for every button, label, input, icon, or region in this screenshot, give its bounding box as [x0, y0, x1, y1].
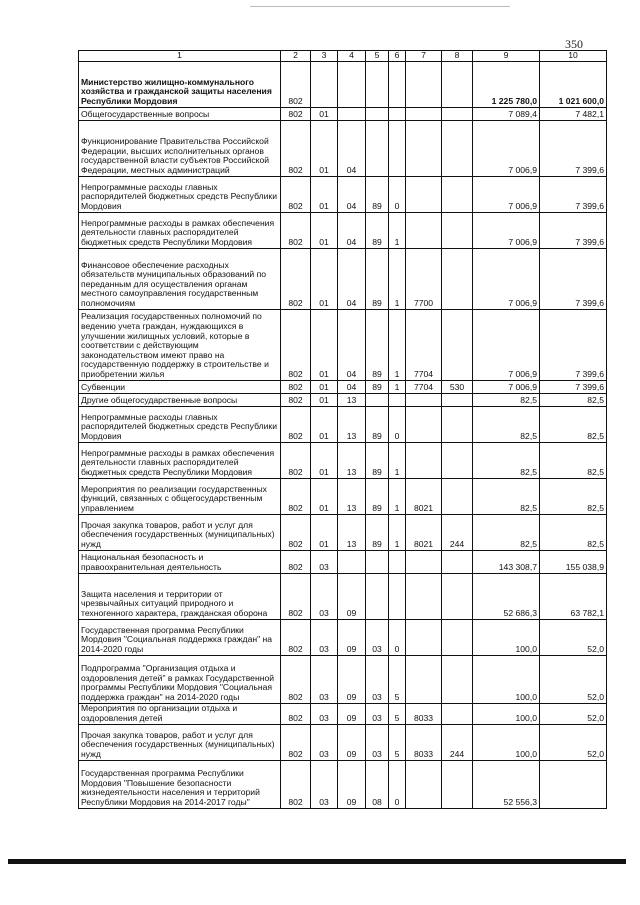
row-code-expense-type [442, 478, 473, 514]
row-code-section: 01 [311, 309, 338, 380]
column-header: 1 [79, 51, 281, 62]
row-code-subprogram: 1 [389, 380, 406, 393]
row-code-program: 89 [366, 176, 389, 212]
row-amount-year2: 7 399,6 [540, 212, 607, 248]
row-code-subsection: 04 [338, 248, 366, 309]
row-code-direction [406, 212, 442, 248]
row-code-subprogram: 1 [389, 212, 406, 248]
row-code-expense-type: 530 [442, 380, 473, 393]
page-number: 350 [565, 37, 583, 51]
row-code-admin: 802 [281, 760, 311, 808]
row-code-expense-type [442, 442, 473, 478]
row-amount-year2: 52,0 [540, 619, 607, 655]
row-code-section: 01 [311, 478, 338, 514]
row-code-program: 03 [366, 703, 389, 724]
row-amount-year2: 7 399,6 [540, 176, 607, 212]
row-code-expense-type [442, 212, 473, 248]
column-header: 2 [281, 51, 311, 62]
row-code-subprogram: 0 [389, 760, 406, 808]
row-code-admin: 802 [281, 655, 311, 703]
row-name: Прочая закупка товаров, работ и услуг для обеспечения государственных (муниципальных) нужд [79, 724, 281, 760]
row-code-section: 01 [311, 248, 338, 309]
row-code-program [366, 61, 389, 107]
row-code-subprogram [389, 550, 406, 573]
budget-table [78, 50, 607, 809]
row-amount-year2: 155 038,9 [540, 550, 607, 573]
row-code-subsection: 04 [338, 309, 366, 380]
row-code-section: 03 [311, 703, 338, 724]
row-code-expense-type [442, 760, 473, 808]
row-name: Функционирование Правительства Российской Федерации, высших исполнительных органов государственной власти субъектов Российской Федерации, местных администраций [79, 120, 281, 176]
row-code-expense-type [442, 393, 473, 406]
row-code-subsection: 04 [338, 120, 366, 176]
row-code-subprogram [389, 120, 406, 176]
table-row [79, 550, 607, 573]
row-code-program: 89 [366, 212, 389, 248]
column-header: 10 [540, 51, 607, 62]
row-amount-year1: 82,5 [473, 514, 540, 550]
row-code-expense-type [442, 655, 473, 703]
row-code-subprogram: 0 [389, 406, 406, 442]
row-code-direction [406, 120, 442, 176]
row-code-expense-type [442, 406, 473, 442]
row-code-subsection: 09 [338, 619, 366, 655]
row-code-section: 01 [311, 176, 338, 212]
row-code-direction: 8021 [406, 478, 442, 514]
table-row [79, 619, 607, 655]
row-code-section [311, 61, 338, 107]
row-code-admin: 802 [281, 478, 311, 514]
row-code-subsection [338, 107, 366, 120]
row-amount-year2: 52,0 [540, 655, 607, 703]
row-amount-year1: 7 006,9 [473, 380, 540, 393]
row-code-subprogram: 5 [389, 724, 406, 760]
row-amount-year1: 52 556,3 [473, 760, 540, 808]
row-code-direction: 7704 [406, 309, 442, 380]
row-code-subsection: 09 [338, 703, 366, 724]
row-amount-year1: 100,0 [473, 655, 540, 703]
row-code-expense-type [442, 703, 473, 724]
row-code-admin: 802 [281, 309, 311, 380]
row-code-expense-type [442, 176, 473, 212]
row-amount-year1: 82,5 [473, 393, 540, 406]
row-code-expense-type [442, 248, 473, 309]
row-code-admin: 802 [281, 724, 311, 760]
row-code-subprogram [389, 393, 406, 406]
table-row [79, 107, 607, 120]
row-name: Общегосударственные вопросы [79, 107, 281, 120]
row-code-admin: 802 [281, 514, 311, 550]
row-amount-year1: 82,5 [473, 442, 540, 478]
row-code-program: 03 [366, 724, 389, 760]
row-code-subsection: 04 [338, 212, 366, 248]
row-name: Непрограммные расходы главных распорядителей бюджетных средств Республики Мордовия [79, 176, 281, 212]
row-amount-year1: 7 006,9 [473, 248, 540, 309]
row-amount-year1: 100,0 [473, 619, 540, 655]
table-row [79, 655, 607, 703]
row-code-admin: 802 [281, 61, 311, 107]
row-code-section: 01 [311, 442, 338, 478]
row-code-subprogram: 1 [389, 442, 406, 478]
row-code-section: 01 [311, 406, 338, 442]
row-code-direction [406, 107, 442, 120]
row-name: Мероприятия по реализации государственных функций, связанных с общегосударственным управлением [79, 478, 281, 514]
row-code-admin: 802 [281, 107, 311, 120]
table-row [79, 309, 607, 380]
row-amount-year2: 82,5 [540, 478, 607, 514]
row-amount-year2: 7 399,6 [540, 380, 607, 393]
row-code-program: 08 [366, 760, 389, 808]
row-code-program: 03 [366, 655, 389, 703]
row-amount-year2: 52,0 [540, 703, 607, 724]
row-code-direction [406, 760, 442, 808]
row-code-section: 03 [311, 619, 338, 655]
row-code-program: 89 [366, 248, 389, 309]
row-code-subsection: 09 [338, 724, 366, 760]
row-code-section: 03 [311, 724, 338, 760]
row-name: Финансовое обеспечение расходных обязательств муниципальных образований по переданным для осуществления органам местного самоуправления государственным полномочиям [79, 248, 281, 309]
row-code-subprogram: 0 [389, 176, 406, 212]
row-name: Подпрограмма "Организация отдыха и оздоровления детей" в рамках Государственной программы Республики Мордовия "Социальная поддержка граждан" на 2014-2020 годы [79, 655, 281, 703]
row-code-program: 89 [366, 478, 389, 514]
row-code-direction [406, 61, 442, 107]
row-code-program [366, 550, 389, 573]
row-code-section: 01 [311, 514, 338, 550]
row-code-subprogram: 0 [389, 619, 406, 655]
row-amount-year2: 82,5 [540, 442, 607, 478]
row-code-program: 89 [366, 442, 389, 478]
row-code-direction [406, 406, 442, 442]
column-header: 5 [366, 51, 389, 62]
row-code-section: 03 [311, 760, 338, 808]
row-code-subsection: 13 [338, 393, 366, 406]
row-amount-year1: 143 308,7 [473, 550, 540, 573]
row-code-expense-type: 244 [442, 724, 473, 760]
table-row [79, 380, 607, 393]
row-code-direction [406, 442, 442, 478]
row-code-expense-type [442, 619, 473, 655]
row-code-program [366, 393, 389, 406]
row-name: Другие общегосударственные вопросы [79, 393, 281, 406]
row-code-subsection: 04 [338, 380, 366, 393]
row-code-program [366, 573, 389, 619]
row-code-subprogram: 5 [389, 655, 406, 703]
row-code-direction [406, 393, 442, 406]
row-code-program: 89 [366, 406, 389, 442]
row-code-direction: 7704 [406, 380, 442, 393]
table-row [79, 478, 607, 514]
row-code-admin: 802 [281, 393, 311, 406]
table-row [79, 573, 607, 619]
row-code-direction: 7700 [406, 248, 442, 309]
row-code-admin: 802 [281, 380, 311, 393]
row-code-section: 01 [311, 107, 338, 120]
row-code-subprogram: 1 [389, 309, 406, 380]
row-code-subprogram: 5 [389, 703, 406, 724]
table-row [79, 212, 607, 248]
row-amount-year2: 63 782,1 [540, 573, 607, 619]
row-code-direction [406, 550, 442, 573]
row-amount-year2: 7 399,6 [540, 248, 607, 309]
row-code-direction [406, 176, 442, 212]
row-amount-year1: 7 006,9 [473, 309, 540, 380]
row-code-section: 01 [311, 393, 338, 406]
table-row [79, 120, 607, 176]
row-code-expense-type [442, 573, 473, 619]
row-name: Непрограммные расходы главных распорядителей бюджетных средств Республики Мордовия [79, 406, 281, 442]
row-code-subsection: 09 [338, 655, 366, 703]
row-name: Национальная безопасность и правоохранительная деятельность [79, 550, 281, 573]
row-code-subprogram: 1 [389, 514, 406, 550]
row-code-subsection: 09 [338, 760, 366, 808]
row-amount-year2: 82,5 [540, 406, 607, 442]
row-code-subprogram: 1 [389, 478, 406, 514]
row-code-subprogram [389, 107, 406, 120]
row-code-subsection [338, 61, 366, 107]
row-amount-year2 [540, 760, 607, 808]
row-code-program: 89 [366, 380, 389, 393]
scan-bottom-bar [8, 859, 626, 864]
row-code-subsection: 13 [338, 406, 366, 442]
row-code-section: 01 [311, 120, 338, 176]
table-row [79, 760, 607, 808]
row-code-section: 03 [311, 550, 338, 573]
row-code-expense-type [442, 309, 473, 380]
table-row [79, 61, 607, 107]
row-code-subprogram [389, 573, 406, 619]
table-row [79, 393, 607, 406]
row-name: Прочая закупка товаров, работ и услуг для обеспечения государственных (муниципальных) нужд [79, 514, 281, 550]
row-code-admin: 802 [281, 120, 311, 176]
row-amount-year1: 7 006,9 [473, 212, 540, 248]
row-code-subsection: 13 [338, 478, 366, 514]
table-row [79, 442, 607, 478]
row-code-direction: 8033 [406, 703, 442, 724]
row-amount-year1: 1 225 780,0 [473, 61, 540, 107]
row-code-admin: 802 [281, 550, 311, 573]
column-header: 3 [311, 51, 338, 62]
row-name: Государственная программа Республики Мордовия "Социальная поддержка граждан" на 2014-2020 годы [79, 619, 281, 655]
row-code-admin: 802 [281, 442, 311, 478]
row-code-program [366, 120, 389, 176]
row-code-subsection [338, 550, 366, 573]
table-row [79, 724, 607, 760]
row-amount-year1: 7 089,4 [473, 107, 540, 120]
row-name: Субвенции [79, 380, 281, 393]
row-amount-year2: 7 399,6 [540, 120, 607, 176]
column-header: 7 [406, 51, 442, 62]
row-code-expense-type [442, 107, 473, 120]
row-amount-year1: 82,5 [473, 406, 540, 442]
row-code-admin: 802 [281, 248, 311, 309]
row-code-subsection: 13 [338, 442, 366, 478]
row-amount-year2: 7 482,1 [540, 107, 607, 120]
row-code-program [366, 107, 389, 120]
row-code-section: 03 [311, 655, 338, 703]
row-code-direction [406, 573, 442, 619]
row-code-admin: 802 [281, 406, 311, 442]
row-amount-year2: 82,5 [540, 393, 607, 406]
row-code-expense-type [442, 550, 473, 573]
row-code-direction [406, 655, 442, 703]
row-amount-year1: 100,0 [473, 724, 540, 760]
row-code-subsection: 13 [338, 514, 366, 550]
table-header-row [79, 51, 607, 62]
column-header: 9 [473, 51, 540, 62]
row-amount-year2: 7 399,6 [540, 309, 607, 380]
table-row [79, 176, 607, 212]
table-row [79, 406, 607, 442]
row-amount-year2: 1 021 600,0 [540, 61, 607, 107]
table-row [79, 248, 607, 309]
row-code-section: 01 [311, 212, 338, 248]
row-name: Государственная программа Республики Мордовия "Повышение безопасности жизнедеятельности населения и территорий Республики Мордовия на 2014-2017 годы" [79, 760, 281, 808]
row-code-admin: 802 [281, 212, 311, 248]
row-code-program: 03 [366, 619, 389, 655]
column-header: 8 [442, 51, 473, 62]
row-code-expense-type [442, 61, 473, 107]
row-amount-year2: 82,5 [540, 514, 607, 550]
row-name: Непрограммные расходы в рамках обеспечения деятельности главных распорядителей бюджетных средств Республики Мордовия [79, 212, 281, 248]
row-amount-year1: 82,5 [473, 478, 540, 514]
row-code-program: 89 [366, 514, 389, 550]
row-code-direction: 8033 [406, 724, 442, 760]
row-name: Реализация государственных полномочий по ведению учета граждан, нуждающихся в улучшении жилищных условий, которые в соответствии с действующим законодательством имеют право на государственную поддержку в строительстве и приобретении жилья [79, 309, 281, 380]
row-code-program: 89 [366, 309, 389, 380]
row-code-subsection: 09 [338, 573, 366, 619]
row-code-direction [406, 619, 442, 655]
row-code-admin: 802 [281, 176, 311, 212]
row-amount-year2: 52,0 [540, 724, 607, 760]
row-name: Министерство жилищно-коммунального хозяйства и гражданской защиты населения Республики Мордовия [79, 61, 281, 107]
row-amount-year1: 100,0 [473, 703, 540, 724]
row-name: Непрограммные расходы в рамках обеспечения деятельности главных распорядителей бюджетных средств Республики Мордовия [79, 442, 281, 478]
row-code-direction: 8021 [406, 514, 442, 550]
row-code-expense-type: 244 [442, 514, 473, 550]
row-code-expense-type [442, 120, 473, 176]
table-row [79, 514, 607, 550]
row-code-section: 03 [311, 573, 338, 619]
row-name: Мероприятия по организации отдыха и оздоровления детей [79, 703, 281, 724]
scan-top-line [250, 6, 510, 7]
row-amount-year1: 7 006,9 [473, 120, 540, 176]
table-row [79, 703, 607, 724]
row-amount-year1: 52 686,3 [473, 573, 540, 619]
row-code-subsection: 04 [338, 176, 366, 212]
row-code-admin: 802 [281, 703, 311, 724]
row-amount-year1: 7 006,9 [473, 176, 540, 212]
row-code-admin: 802 [281, 573, 311, 619]
row-name: Защита населения и территории от чрезвычайных ситуаций природного и техногенного характера, гражданская оборона [79, 573, 281, 619]
row-code-subprogram: 1 [389, 248, 406, 309]
row-code-subprogram [389, 61, 406, 107]
column-header: 4 [338, 51, 366, 62]
column-header: 6 [389, 51, 406, 62]
row-code-admin: 802 [281, 619, 311, 655]
row-code-section: 01 [311, 380, 338, 393]
